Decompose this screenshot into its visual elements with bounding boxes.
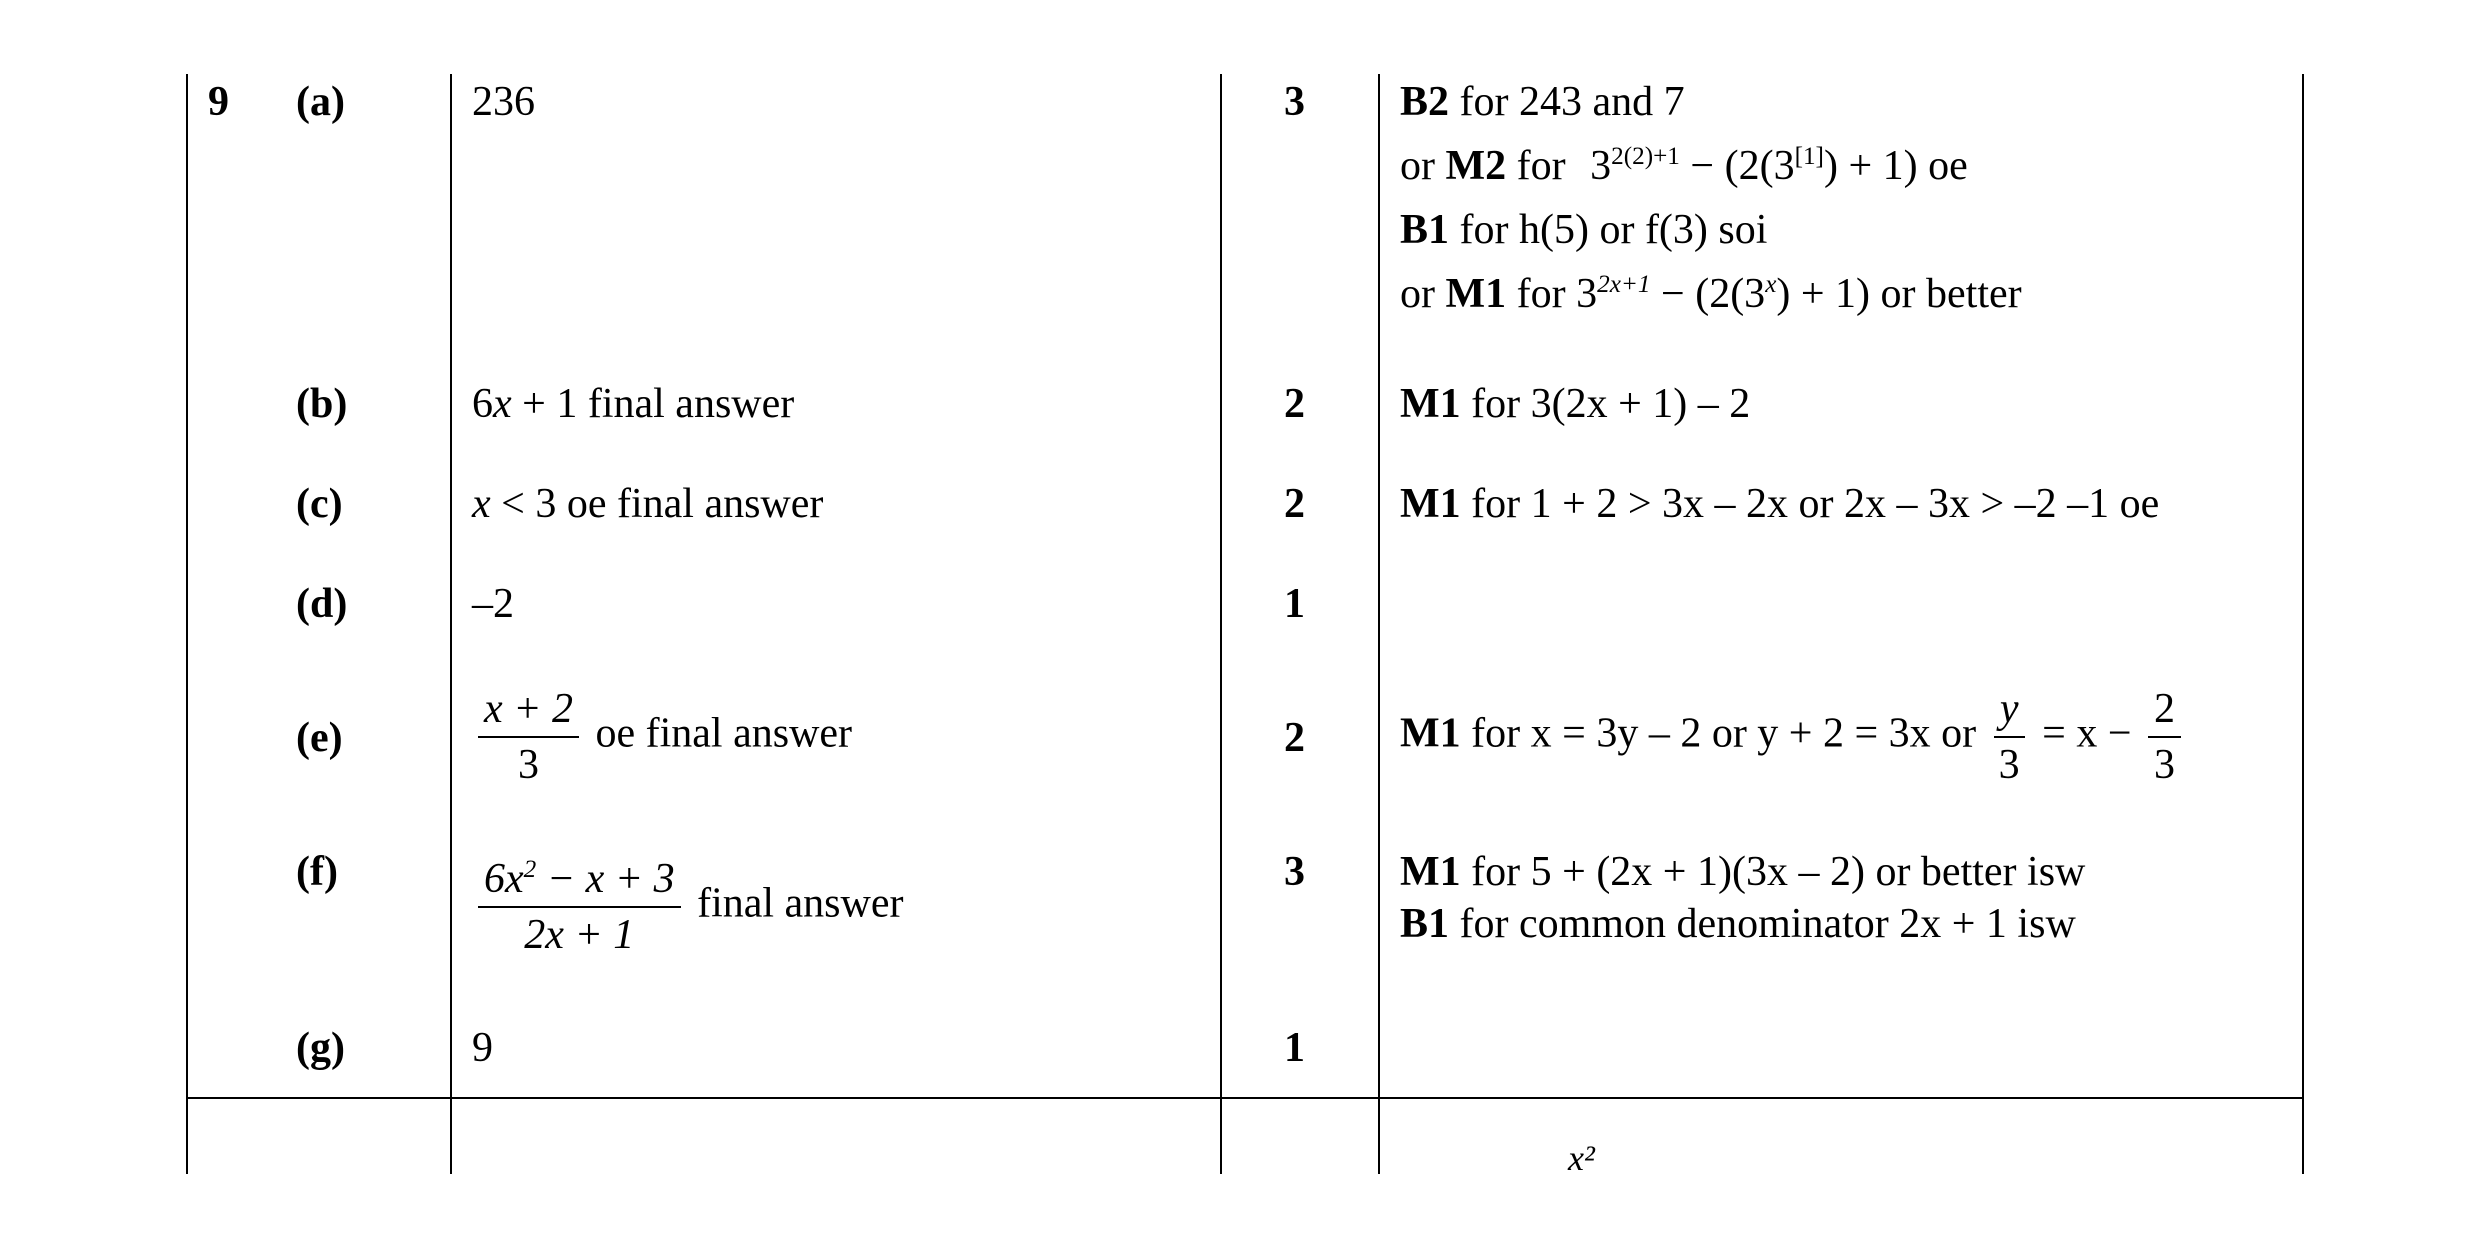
marks-d: 1	[1284, 581, 1305, 627]
column-divider-marks	[1220, 74, 1222, 1174]
row-separator	[186, 1097, 2304, 1099]
guidance-f-line2: B1 for common denominator 2x + 1 isw	[1400, 901, 2076, 947]
marks-g: 1	[1284, 1025, 1305, 1071]
answer-b: 6x + 1 final answer	[472, 381, 795, 427]
answer-g: 9	[472, 1025, 493, 1071]
marks-b: 2	[1284, 381, 1305, 427]
guidance-e: M1 for x = 3y – 2 or y + 2 = 3x or $\frac{y}{3}$ = x − $\frac{2}{3}$	[1400, 686, 2187, 788]
guidance-a-line4: or M1 for $3^{2x+1} - (2(3^x) + 1)$ or better	[1400, 271, 2022, 317]
table-border-right	[2302, 74, 2304, 1174]
guidance-a-line3: B1 for h(5) or f(3) soi	[1400, 207, 1768, 253]
answer-c: x < 3 oe final answer	[472, 481, 824, 527]
next-row-fragment: x²	[1568, 1138, 1595, 1178]
question-number: 9	[208, 79, 229, 125]
part-label-g: (g)	[296, 1025, 345, 1071]
marks-a: 3	[1284, 79, 1305, 125]
part-label-e: (e)	[296, 715, 343, 761]
marks-e: 2	[1284, 715, 1305, 761]
part-label-f: (f)	[296, 849, 338, 895]
guidance-e-fraction-y3: $\frac{y}{3}$	[1993, 686, 2026, 788]
part-label-d: (d)	[296, 581, 348, 627]
answer-e-fraction: $\frac{x + 2}{3}$	[478, 686, 579, 788]
guidance-a-line2: or M2 for $3^{2(2)+1} - (2(3[1]) + 1)$ oe	[1400, 143, 1968, 189]
part-label-c: (c)	[296, 481, 343, 527]
answer-f-fraction: $\frac{6x^2 - x + 3}{2x + 1}$	[478, 856, 681, 958]
answer-d: –2	[472, 581, 514, 627]
guidance-c: M1 for 1 + 2 > 3x – 2x or 2x – 3x > –2 –1 oe	[1400, 481, 2160, 527]
answer-e: $\frac{x + 2}{3}$ oe final answer	[472, 686, 852, 788]
column-divider-guidance	[1378, 74, 1380, 1174]
guidance-e-fraction-23: $\frac{2}{3}$	[2148, 686, 2181, 788]
part-label-b: (b)	[296, 381, 348, 427]
part-label-a: (a)	[296, 79, 345, 125]
marks-f: 3	[1284, 849, 1305, 895]
table-border-left	[186, 74, 188, 1174]
marks-c: 2	[1284, 481, 1305, 527]
guidance-f-line1: M1 for 5 + (2x + 1)(3x – 2) or better isw	[1400, 849, 2086, 895]
guidance-b: M1 for 3(2x + 1) – 2	[1400, 381, 1751, 427]
column-divider-answer	[450, 74, 452, 1174]
answer-a: 236	[472, 79, 535, 125]
answer-f: $\frac{6x^2 - x + 3}{2x + 1}$ final answer	[472, 856, 904, 958]
guidance-a-line1: B2 for 243 and 7	[1400, 79, 1685, 125]
